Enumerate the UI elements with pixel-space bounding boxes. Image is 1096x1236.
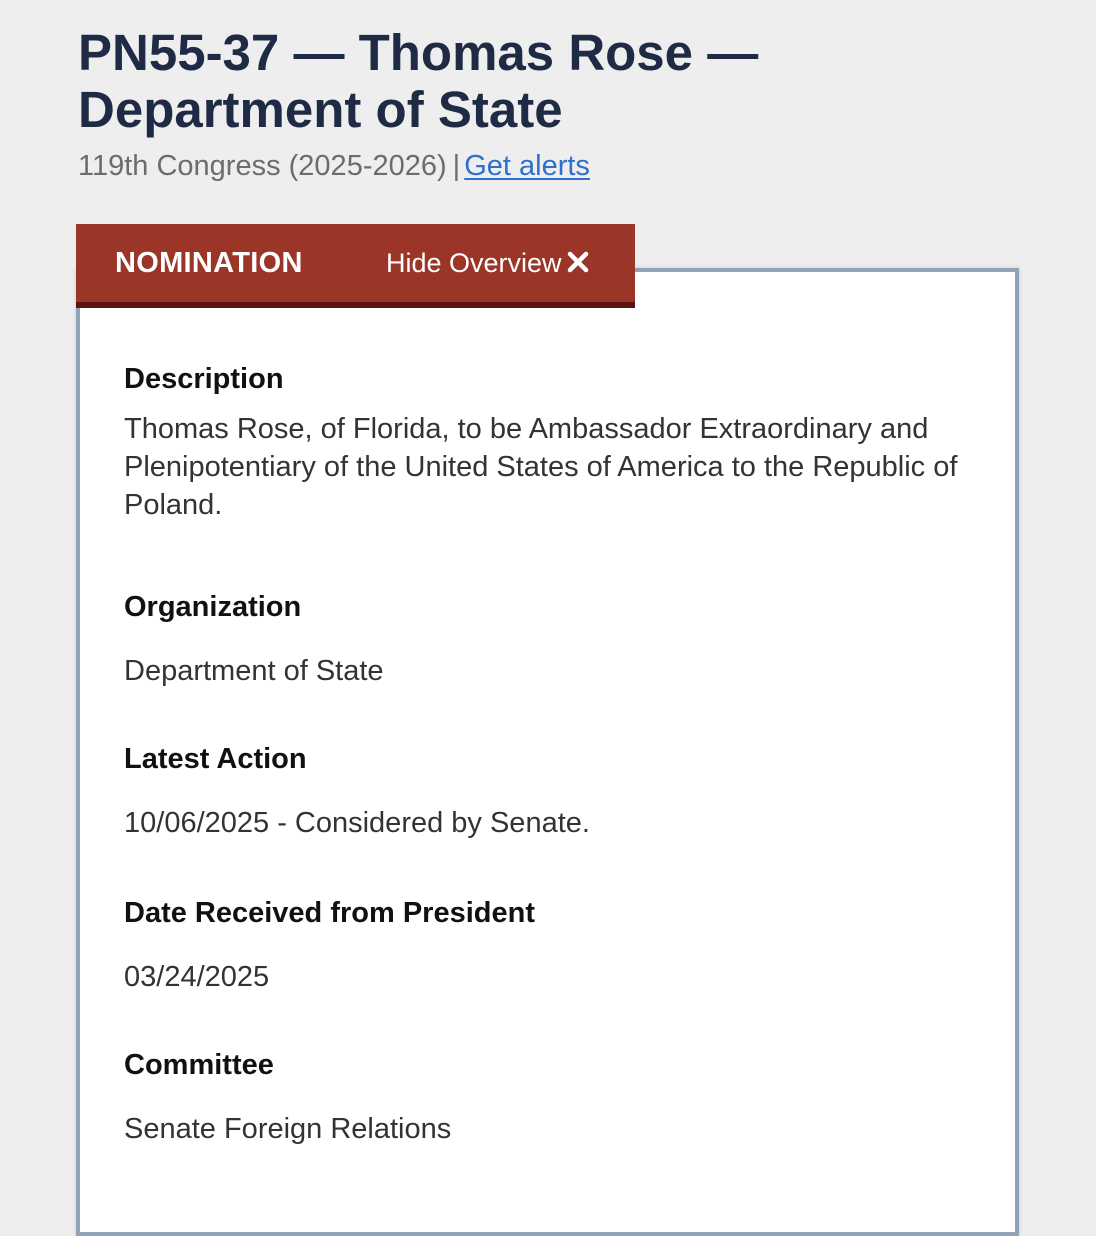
overview-panel — [76, 268, 1019, 1236]
latest-action-label: Latest Action — [124, 743, 307, 775]
description-value: Thomas Rose, of Florida, to be Ambassador Extraordinary and Plenipotentiary of the United States of America to the Republic of Poland. — [124, 413, 958, 521]
congress-label: 119th Congress (2025-2026) — [78, 150, 447, 182]
committee-value: Senate Foreign Relations — [124, 1113, 452, 1145]
congress-line — [78, 146, 590, 186]
close-icon — [566, 246, 590, 284]
hide-overview-label: Hide Overview — [386, 248, 562, 278]
separator: | — [452, 150, 461, 182]
organization-section — [124, 588, 984, 690]
organization-value: Department of State — [124, 655, 384, 687]
committee-label: Committee — [124, 1049, 274, 1081]
description-label: Description — [124, 363, 284, 395]
description-section — [124, 360, 984, 524]
latest-action-section — [124, 740, 984, 842]
organization-label: Organization — [124, 591, 302, 623]
committee-section — [124, 1046, 984, 1148]
latest-action-value: 10/06/2025 - Considered by Senate. — [124, 807, 590, 839]
tab-nomination: NOMINATION — [115, 247, 303, 279]
page-title: PN55-37 — Thomas Rose — Department of State — [78, 24, 759, 138]
hide-overview-button[interactable] — [386, 244, 590, 284]
nomination-tab-bar — [76, 224, 635, 308]
date-received-section — [124, 894, 984, 996]
date-received-label: Date Received from President — [124, 897, 535, 929]
get-alerts-link[interactable]: Get alerts — [464, 150, 590, 182]
date-received-value: 03/24/2025 — [124, 961, 270, 993]
